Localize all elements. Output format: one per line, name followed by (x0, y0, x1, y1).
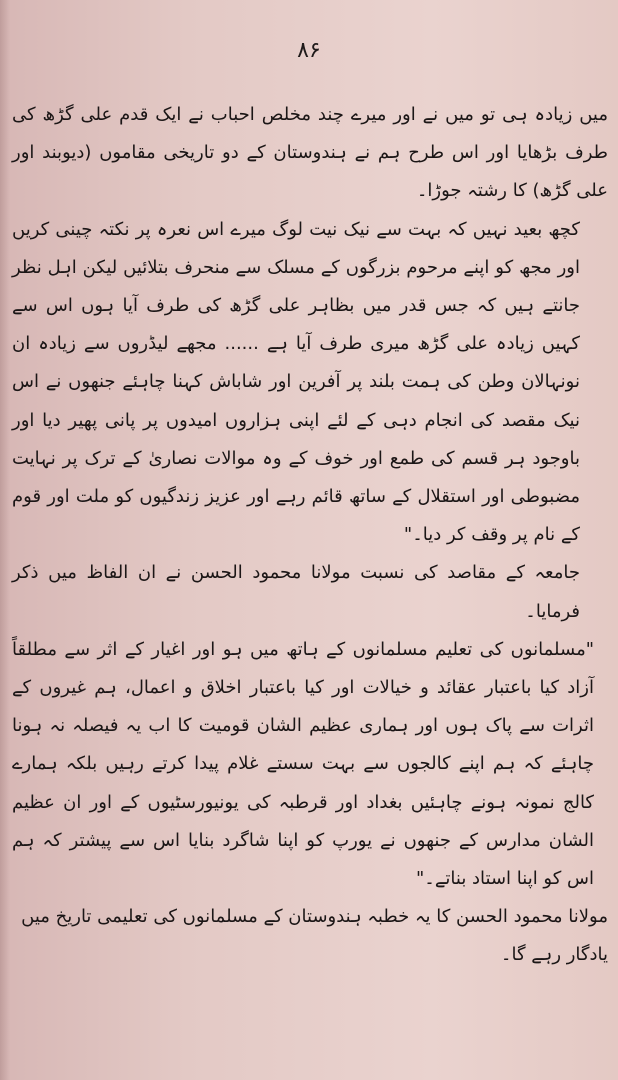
paragraph-3: جامعہ کے مقاصد کی نسبت مولانا محمود الحسن نے ان الفاظ میں ذکر فرمایا۔ (12, 562, 580, 622)
paragraph-5: مولانا محمود الحسن کا یہ خطبہ ہندوستان کے مسلمانوں کی تعلیمی تاریخ میں یادگار رہے گا۔ (21, 906, 608, 966)
paragraph-2: کچھ بعید نہیں کہ بہت سے نیک نیت لوگ میرے اس نعرہ پر نکتہ چینی کریں اور مجھ کو اپنے مرحوم بزرگوں کے مسلک سے منحرف بتلائیں لیکن اہل نظر جانتے ہیں کہ جس قدر میں بظاہر علی گڑھ کی طرف آیا ہوں اس سے کہیں زیادہ علی گڑھ میری طرف آیا ہے ...... مجھے لیڈروں سے زیادہ ان نونہالان وطن کی ہمت بلند پر آفرین اور شاباش کہنا چاہئے جنھوں نے اس نیک مقصد کی انجام دہی کے لئے اپنی ہزاروں امیدوں پر پانی پھیر دیا اور باوجود ہر قسم کی طمع اور خوف کے وہ موالات نصاریٰ کے ترک پر نہایت مضبوطی اور استقلال کے ساتھ قائم رہے اور عزیز زندگیوں کو ملت اور قوم کے نام پر وقف کر دیا۔" (12, 218, 580, 546)
paragraph-4-quote: "مسلمانوں کی تعلیم مسلمانوں کے ہاتھ میں ہو اور اغیار کے اثر سے مطلقاً آزاد کیا باعتبار عقائد و خیالات اور کیا باعتبار اخلاق و اعمال، ہم غیروں کے اثرات سے پاک ہوں اور ہماری عظیم الشان قومیت کا اب یہ فیصلہ نہ ہونا چاہئے کہ ہم اپنے کالجوں سے بہت سستے غلام پیدا کرتے رہیں بلکہ ہمارے کالج نمونہ ہونے چاہئیں بغداد اور قرطبہ کی یونیورسٹیوں کے اور ان عظیم الشان مدارس کے جنھوں نے یورپ کو اپنا شاگرد بنایا اس سے پیشتر کہ ہم اس کو اپنا استاد بناتے۔" (12, 638, 594, 890)
page-number: ۸۶ (297, 38, 321, 63)
page-body-text (12, 96, 608, 975)
paragraph-1: میں زیادہ ہی تو میں نے اور میرے چند مخلص احباب نے ایک قدم علی گڑھ کی طرف بڑھایا اور اس طرح ہم نے ہندوستان کے دو تاریخی مقاموں (دیوبند اور علی گڑھ) کا رشتہ جوڑا۔ (12, 104, 608, 202)
page-gutter-shadow (0, 0, 10, 1080)
